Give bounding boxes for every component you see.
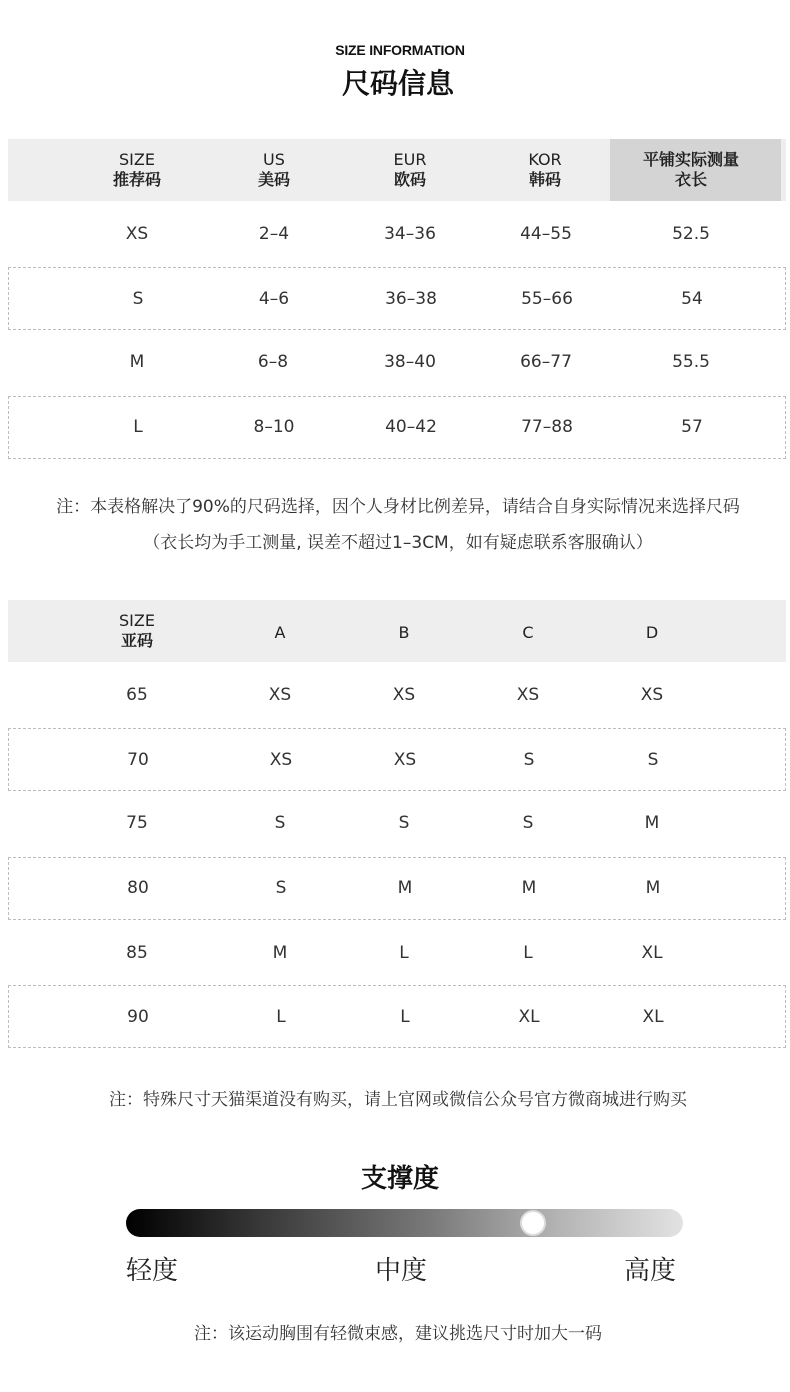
header-eur (394, 150, 427, 190)
cell-cup-a: XS (269, 750, 293, 770)
cup-note: 注：特殊尺寸天猫渠道没有购买，请上官网或微信公众号官方微商城进行购买 (109, 1090, 687, 1110)
table-header-row (8, 600, 786, 662)
cell-cup-a: S (275, 878, 287, 898)
cell-size: S (132, 289, 144, 309)
header-size-cn: 亚码 (120, 631, 154, 650)
cell-cup-d: S (647, 750, 659, 770)
cell-cup-b: M (397, 878, 413, 898)
cell-cup-d: XL (641, 943, 663, 963)
cell-cup-c: XL (518, 1007, 540, 1027)
cell-eur: 34–36 (384, 224, 436, 244)
cell-band: 80 (127, 878, 149, 898)
cell-cup-b: L (400, 1007, 410, 1027)
header-length-cn: 衣长 (674, 170, 708, 189)
cell-cup-c: XS (516, 685, 540, 705)
cell-band: 70 (127, 750, 149, 770)
header-size-en: SIZE (119, 150, 155, 169)
support-level-medium: 中度 (375, 1256, 428, 1286)
cell-cup-c: S (523, 750, 535, 770)
support-title: 支撑度 (360, 1164, 439, 1194)
cell-cup-b: L (399, 943, 409, 963)
header-kor-cn: 韩码 (528, 170, 562, 189)
cell-cup-c: M (521, 878, 537, 898)
cell-kor: 55–66 (521, 289, 573, 309)
cell-band: 85 (126, 943, 148, 963)
cell-us: 4–6 (258, 289, 290, 309)
support-level-high: 高度 (624, 1256, 677, 1286)
cell-band: 90 (127, 1007, 149, 1027)
table-row (8, 985, 786, 1048)
support-level-light: 轻度 (126, 1256, 179, 1286)
header-size-en: SIZE (119, 611, 155, 630)
cell-length: 54 (681, 289, 703, 309)
table-row (8, 728, 786, 791)
header-length (643, 150, 739, 190)
table-row (8, 664, 786, 726)
cell-cup-a: M (272, 943, 288, 963)
cell-size: XS (125, 224, 149, 244)
table-row (8, 332, 786, 394)
header-eur-cn: 欧码 (393, 170, 426, 189)
cell-length: 57 (681, 417, 703, 437)
header-length-measure: 平铺实际测量 (642, 150, 740, 169)
header-eur-en: EUR (393, 150, 427, 169)
page-title-en: SIZE INFORMATION (335, 42, 465, 58)
header-size-cn: 推荐码 (112, 170, 162, 189)
header-size (113, 150, 161, 190)
header-cup-d: D (645, 623, 659, 642)
size-table (8, 139, 786, 459)
cell-eur: 36–38 (385, 289, 437, 309)
header-kor-en: KOR (528, 150, 562, 169)
cup-table (8, 600, 786, 1048)
cell-cup-d: XS (640, 685, 664, 705)
cell-cup-c: S (522, 813, 534, 833)
cell-cup-b: XS (393, 750, 417, 770)
support-note: 注：该运动胸围有轻微束感，建议挑选尺寸时加大一码 (194, 1324, 602, 1344)
header-size (119, 611, 155, 651)
cell-eur: 40–42 (385, 417, 437, 437)
cell-band: 75 (126, 813, 148, 833)
support-level-indicator (520, 1210, 546, 1236)
cell-size: L (133, 417, 143, 437)
support-level-bar (126, 1209, 683, 1237)
cell-cup-b: XS (392, 685, 416, 705)
cell-kor: 44–55 (520, 224, 572, 244)
table-row (8, 203, 786, 265)
table-row (8, 857, 786, 920)
header-us-en: US (263, 150, 285, 169)
table-row (8, 922, 786, 984)
cell-us: 2–4 (258, 224, 290, 244)
table-row (8, 267, 786, 330)
table-row (8, 793, 786, 855)
header-cup-c: C (522, 623, 534, 642)
size-note-measure: （衣长均为手工测量, 误差不超过1–3CM，如有疑虑联系客服确认） (143, 533, 653, 553)
header-us-cn: 美码 (257, 170, 291, 189)
cell-kor: 66–77 (520, 352, 572, 372)
cell-cup-a: S (274, 813, 286, 833)
cell-cup-d: M (644, 813, 660, 833)
size-note: 注：本表格解决了90%的尺码选择，因个人身材比例差异，请结合自身实际情况来选择尺码 (56, 497, 740, 517)
cell-us: 6–8 (257, 352, 289, 372)
cell-cup-b: S (398, 813, 410, 833)
cell-length: 52.5 (672, 224, 710, 244)
cell-us: 8–10 (253, 417, 295, 437)
cell-kor: 77–88 (521, 417, 573, 437)
table-row (8, 396, 786, 459)
cell-cup-a: XS (268, 685, 292, 705)
header-cup-a: A (274, 623, 286, 642)
cell-size: M (129, 352, 145, 372)
header-us (258, 150, 290, 190)
cell-band: 65 (126, 685, 148, 705)
cell-cup-a: L (276, 1007, 286, 1027)
header-kor (528, 150, 561, 190)
cell-eur: 38–40 (384, 352, 436, 372)
page-title: 尺码信息 (341, 67, 454, 100)
table-header-row (8, 139, 786, 201)
cell-length: 55.5 (672, 352, 710, 372)
header-cup-b: B (398, 623, 410, 642)
cell-cup-d: XL (642, 1007, 664, 1027)
cell-cup-c: L (523, 943, 533, 963)
cell-cup-d: M (645, 878, 661, 898)
